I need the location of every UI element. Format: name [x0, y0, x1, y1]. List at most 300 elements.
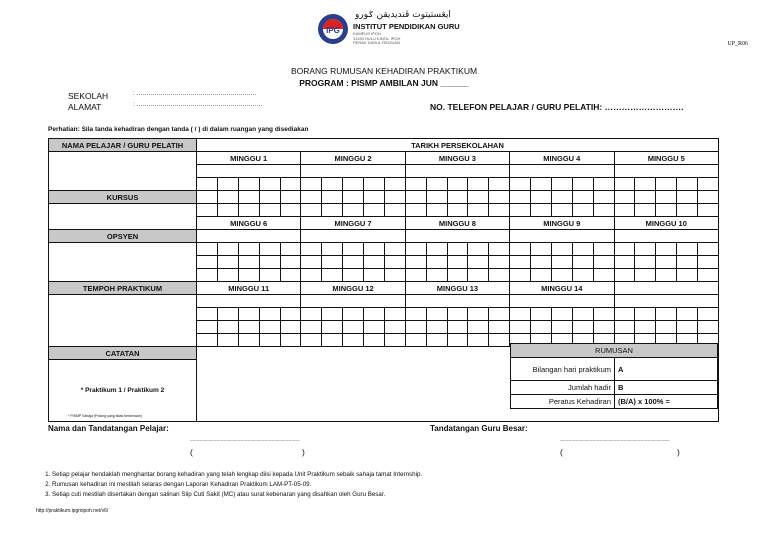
day-checkbox-cell[interactable]: [405, 321, 426, 334]
week-date-cell[interactable]: [614, 295, 719, 308]
day-checkbox-cell[interactable]: [384, 334, 405, 347]
week-date-cell[interactable]: [510, 230, 614, 243]
day-checkbox-cell[interactable]: [259, 191, 280, 204]
day-checkbox-cell[interactable]: [322, 334, 343, 347]
day-checkbox-cell[interactable]: [447, 191, 468, 204]
day-checkbox-cell[interactable]: [531, 256, 552, 269]
day-checkbox-cell[interactable]: [510, 269, 531, 282]
day-checkbox-cell[interactable]: [301, 308, 322, 321]
date-header: TARIKH PERSEKOLAHAN: [197, 139, 719, 152]
document-code: UP_R06: [727, 41, 748, 47]
day-checkbox-cell[interactable]: [343, 321, 364, 334]
bilangan-value[interactable]: A: [615, 358, 718, 381]
day-checkbox-cell[interactable]: [635, 204, 656, 217]
day-checkbox-cell[interactable]: [551, 256, 572, 269]
day-checkbox-cell[interactable]: [698, 204, 719, 217]
svg-text:IPG: IPG: [326, 26, 340, 35]
day-checkbox-cell[interactable]: [259, 321, 280, 334]
day-checkbox-cell[interactable]: [572, 204, 593, 217]
table-row: [49, 191, 719, 204]
week-date-cell[interactable]: [301, 230, 405, 243]
day-checkbox-cell[interactable]: [510, 191, 531, 204]
day-checkbox-cell[interactable]: [259, 178, 280, 191]
day-checkbox-cell[interactable]: [343, 308, 364, 321]
day-checkbox-cell[interactable]: [489, 269, 510, 282]
day-checkbox-cell[interactable]: [217, 321, 238, 334]
day-checkbox-cell[interactable]: [551, 191, 572, 204]
day-checkbox-cell[interactable]: [384, 243, 405, 256]
praktikum-option[interactable]: * Praktikum 1 / Praktikum 2: [49, 360, 197, 422]
day-checkbox-cell[interactable]: [572, 178, 593, 191]
day-checkbox-cell[interactable]: [635, 321, 656, 334]
day-checkbox-cell[interactable]: [322, 256, 343, 269]
day-checkbox-cell[interactable]: [572, 308, 593, 321]
day-checkbox-cell[interactable]: [572, 321, 593, 334]
note-item: 1. Setiap pelajar hendaklah menghantar borang kehadiran yang telah lengkap diisi kepada Unit Praktikum sebaik sahaja tamat Internship.: [52, 470, 752, 480]
day-checkbox-cell[interactable]: [405, 191, 426, 204]
day-checkbox-cell[interactable]: [447, 243, 468, 256]
day-checkbox-cell[interactable]: [635, 243, 656, 256]
table-row: [49, 204, 719, 217]
guru-paren-close: ): [677, 447, 680, 457]
day-checkbox-cell[interactable]: [468, 321, 489, 334]
day-checkbox-cell[interactable]: [593, 204, 614, 217]
day-checkbox-cell[interactable]: [197, 334, 218, 347]
guru-paren-open: (: [560, 447, 563, 457]
opsyen-label: OPSYEN: [49, 230, 197, 243]
day-checkbox-cell[interactable]: [677, 204, 698, 217]
day-checkbox-cell[interactable]: [426, 269, 447, 282]
day-checkbox-cell[interactable]: [656, 178, 677, 191]
day-checkbox-cell[interactable]: [656, 256, 677, 269]
day-checkbox-cell[interactable]: [447, 178, 468, 191]
day-checkbox-cell[interactable]: [405, 256, 426, 269]
day-checkbox-cell[interactable]: [301, 243, 322, 256]
guru-signature-label: Tandatangan Guru Besar:: [430, 424, 528, 433]
logo-address: KAMPUS IPOH 31150 HULU KINTA, IPOH PERAK DARUL RIDZUAN: [353, 31, 401, 46]
day-checkbox-cell[interactable]: [510, 243, 531, 256]
day-checkbox-cell[interactable]: [426, 334, 447, 347]
day-checkbox-cell[interactable]: [405, 204, 426, 217]
day-checkbox-cell[interactable]: [280, 269, 301, 282]
day-checkbox-cell[interactable]: [197, 191, 218, 204]
day-checkbox-cell[interactable]: [593, 308, 614, 321]
day-checkbox-cell[interactable]: [551, 308, 572, 321]
day-checkbox-cell[interactable]: [531, 269, 552, 282]
opsyen-field[interactable]: [49, 243, 197, 282]
day-checkbox-cell[interactable]: [301, 256, 322, 269]
day-checkbox-cell[interactable]: [489, 256, 510, 269]
day-checkbox-cell[interactable]: [635, 191, 656, 204]
day-checkbox-cell[interactable]: [510, 256, 531, 269]
pelajar-paren-close: ): [302, 447, 305, 457]
day-checkbox-cell[interactable]: [447, 334, 468, 347]
day-checkbox-cell[interactable]: [531, 191, 552, 204]
day-checkbox-cell[interactable]: [280, 334, 301, 347]
day-checkbox-cell[interactable]: [364, 191, 385, 204]
day-checkbox-cell[interactable]: [656, 204, 677, 217]
day-checkbox-cell[interactable]: [489, 191, 510, 204]
week-label: MINGGU 4: [510, 152, 614, 165]
day-checkbox-cell[interactable]: [468, 204, 489, 217]
day-checkbox-cell[interactable]: [468, 308, 489, 321]
day-checkbox-cell[interactable]: [343, 204, 364, 217]
week-label: MINGGU 12: [301, 282, 405, 295]
day-checkbox-cell[interactable]: [635, 308, 656, 321]
day-checkbox-cell[interactable]: [217, 256, 238, 269]
day-checkbox-cell[interactable]: [259, 204, 280, 217]
day-checkbox-cell[interactable]: [301, 178, 322, 191]
day-checkbox-cell[interactable]: [468, 243, 489, 256]
day-checkbox-cell[interactable]: [698, 191, 719, 204]
day-checkbox-cell[interactable]: [238, 256, 259, 269]
day-checkbox-cell[interactable]: [238, 308, 259, 321]
day-checkbox-cell[interactable]: [531, 178, 552, 191]
day-checkbox-cell[interactable]: [343, 178, 364, 191]
kursus-field[interactable]: [49, 204, 197, 230]
day-checkbox-cell[interactable]: [364, 321, 385, 334]
program-line: PROGRAM : PISMP AMBILAN JUN ______: [299, 78, 469, 88]
day-checkbox-cell[interactable]: [301, 334, 322, 347]
day-checkbox-cell[interactable]: [468, 334, 489, 347]
day-checkbox-cell[interactable]: [489, 321, 510, 334]
day-checkbox-cell[interactable]: [322, 178, 343, 191]
day-checkbox-cell[interactable]: [656, 269, 677, 282]
day-checkbox-cell[interactable]: [426, 256, 447, 269]
day-checkbox-cell[interactable]: [489, 334, 510, 347]
day-checkbox-cell[interactable]: [364, 334, 385, 347]
day-checkbox-cell[interactable]: [280, 178, 301, 191]
day-checkbox-cell[interactable]: [531, 204, 552, 217]
day-checkbox-cell[interactable]: [280, 308, 301, 321]
day-checkbox-cell[interactable]: [322, 243, 343, 256]
day-checkbox-cell[interactable]: [259, 243, 280, 256]
day-checkbox-cell[interactable]: [322, 308, 343, 321]
peratus-label: Peratus Kehadiran: [511, 395, 615, 409]
guru-signature-line[interactable]: ……………………………………………….: [560, 437, 670, 443]
day-checkbox-cell[interactable]: [698, 308, 719, 321]
day-checkbox-cell[interactable]: [197, 269, 218, 282]
week-label: MINGGU 7: [301, 217, 405, 230]
day-checkbox-cell[interactable]: [364, 178, 385, 191]
pelajar-signature-line[interactable]: ……………………………………………….: [190, 437, 300, 443]
day-checkbox-cell[interactable]: [384, 256, 405, 269]
week-date-cell[interactable]: [510, 295, 614, 308]
day-checkbox-cell[interactable]: [301, 321, 322, 334]
summary-title: RUMUSAN: [511, 344, 718, 358]
day-checkbox-cell[interactable]: [572, 191, 593, 204]
day-checkbox-cell[interactable]: [447, 204, 468, 217]
day-checkbox-cell[interactable]: [280, 243, 301, 256]
notes-list: [30, 470, 752, 500]
note-item: 3. Setiap cuti mestilah disertakan dengan salinan Slip Cuti Sakit (MC) atau surat kebenaran yang disahkan oleh Guru Besar.: [52, 490, 752, 500]
day-checkbox-cell[interactable]: [593, 178, 614, 191]
day-checkbox-cell[interactable]: [364, 308, 385, 321]
day-checkbox-cell[interactable]: [217, 204, 238, 217]
day-checkbox-cell[interactable]: [426, 243, 447, 256]
day-checkbox-cell[interactable]: [426, 321, 447, 334]
week-label: MINGGU 6: [197, 217, 301, 230]
day-checkbox-cell[interactable]: [593, 243, 614, 256]
day-checkbox-cell[interactable]: [426, 178, 447, 191]
name-header: NAMA PELAJAR / GURU PELATIH: [49, 139, 197, 152]
day-checkbox-cell[interactable]: [656, 308, 677, 321]
week-date-cell[interactable]: [301, 295, 405, 308]
day-checkbox-cell[interactable]: [343, 269, 364, 282]
day-checkbox-cell[interactable]: [280, 256, 301, 269]
week-date-cell[interactable]: [197, 295, 301, 308]
logo-jawi-text: ايڠستيتوت ڤنديديقن ݢورو: [355, 10, 451, 20]
day-checkbox-cell[interactable]: [614, 178, 635, 191]
day-checkbox-cell[interactable]: [405, 334, 426, 347]
week-label: [614, 282, 719, 295]
week-label: MINGGU 3: [405, 152, 509, 165]
instruction-text: Perhatian: Sila tanda kehadiran dengan tanda ( / ) di dalam ruangan yang disediakan: [48, 126, 309, 133]
jumlah-value[interactable]: B: [615, 381, 718, 395]
day-checkbox-cell[interactable]: [447, 321, 468, 334]
day-checkbox-cell[interactable]: [489, 243, 510, 256]
day-checkbox-cell[interactable]: [217, 178, 238, 191]
day-checkbox-cell[interactable]: [238, 321, 259, 334]
week-date-cell[interactable]: [510, 165, 614, 178]
day-checkbox-cell[interactable]: [677, 269, 698, 282]
week-date-cell[interactable]: [614, 165, 719, 178]
bilangan-label: Bilangan hari praktikum: [511, 358, 615, 381]
day-checkbox-cell[interactable]: [217, 334, 238, 347]
day-checkbox-cell[interactable]: [677, 191, 698, 204]
day-checkbox-cell[interactable]: [677, 321, 698, 334]
kursus-label: KURSUS: [49, 191, 197, 204]
week-label: MINGGU 1: [197, 152, 301, 165]
day-checkbox-cell[interactable]: [510, 204, 531, 217]
week-label: MINGGU 14: [510, 282, 614, 295]
day-checkbox-cell[interactable]: [468, 256, 489, 269]
day-checkbox-cell[interactable]: [238, 178, 259, 191]
day-checkbox-cell[interactable]: [551, 243, 572, 256]
day-checkbox-cell[interactable]: [698, 256, 719, 269]
catatan-label: CATATAN: [49, 347, 197, 360]
day-checkbox-cell[interactable]: [614, 321, 635, 334]
day-checkbox-cell[interactable]: [322, 269, 343, 282]
alamat-label: ALAMAT: [68, 102, 102, 112]
day-checkbox-cell[interactable]: [405, 178, 426, 191]
day-checkbox-cell[interactable]: [238, 243, 259, 256]
day-checkbox-cell[interactable]: [384, 269, 405, 282]
table-row: [49, 139, 719, 152]
day-checkbox-cell[interactable]: [343, 256, 364, 269]
day-checkbox-cell[interactable]: [531, 243, 552, 256]
day-checkbox-cell[interactable]: [217, 308, 238, 321]
day-checkbox-cell[interactable]: [572, 269, 593, 282]
telefon-field[interactable]: NO. TELEFON PELAJAR / GURU PELATIH: ……………………….: [430, 102, 684, 112]
week-date-cell[interactable]: [405, 295, 509, 308]
day-checkbox-cell[interactable]: [656, 243, 677, 256]
day-checkbox-cell[interactable]: [197, 204, 218, 217]
week-label: MINGGU 10: [614, 217, 719, 230]
ipg-emblem-icon: [315, 12, 351, 46]
footnote: * PISMP Sahaja (Potong yang tidak berkenaan): [68, 414, 142, 418]
day-checkbox-cell[interactable]: [280, 204, 301, 217]
day-checkbox-cell[interactable]: [510, 308, 531, 321]
day-checkbox-cell[interactable]: [405, 308, 426, 321]
day-checkbox-cell[interactable]: [447, 308, 468, 321]
day-checkbox-cell[interactable]: [635, 256, 656, 269]
day-checkbox-cell[interactable]: [656, 191, 677, 204]
day-checkbox-cell[interactable]: [364, 204, 385, 217]
sekolah-field[interactable]: : ……………………………………………………: [133, 91, 257, 97]
table-row: [49, 243, 719, 256]
day-checkbox-cell[interactable]: [280, 321, 301, 334]
tempoh-field[interactable]: [49, 295, 197, 347]
week-label: MINGGU 9: [510, 217, 614, 230]
tempoh-label: TEMPOH PRAKTIKUM: [49, 282, 197, 295]
pelajar-signature-label: Nama dan Tandatangan Pelajar:: [48, 424, 169, 433]
day-checkbox-cell[interactable]: [238, 334, 259, 347]
day-checkbox-cell[interactable]: [614, 204, 635, 217]
day-checkbox-cell[interactable]: [677, 243, 698, 256]
day-checkbox-cell[interactable]: [489, 178, 510, 191]
day-checkbox-cell[interactable]: [426, 204, 447, 217]
day-checkbox-cell[interactable]: [259, 256, 280, 269]
week-date-cell[interactable]: [405, 230, 509, 243]
week-date-cell[interactable]: [197, 230, 301, 243]
week-date-cell[interactable]: [197, 165, 301, 178]
day-checkbox-cell[interactable]: [510, 178, 531, 191]
day-checkbox-cell[interactable]: [384, 178, 405, 191]
day-checkbox-cell[interactable]: [217, 243, 238, 256]
day-checkbox-cell[interactable]: [364, 256, 385, 269]
day-checkbox-cell[interactable]: [572, 256, 593, 269]
day-checkbox-cell[interactable]: [197, 243, 218, 256]
day-checkbox-cell[interactable]: [698, 321, 719, 334]
table-row: [49, 152, 719, 165]
note-item: 2. Rumusan kehadiran ini mestilah selaras dengan Laporan Kehadiran Praktikum LAM-PT-05-09.: [52, 480, 752, 490]
week-label: MINGGU 5: [614, 152, 719, 165]
form-title: BORANG RUMUSAN KEHADIRAN PRAKTIKUM: [290, 66, 478, 76]
table-row: [49, 295, 719, 308]
day-checkbox-cell[interactable]: [343, 191, 364, 204]
footer-url: http://praktikum.ipgmipoh.net/v6/: [36, 508, 109, 514]
day-checkbox-cell[interactable]: [280, 191, 301, 204]
day-checkbox-cell[interactable]: [384, 204, 405, 217]
day-checkbox-cell[interactable]: [614, 243, 635, 256]
day-checkbox-cell[interactable]: [593, 321, 614, 334]
week-label: MINGGU 2: [301, 152, 405, 165]
peratus-value[interactable]: (B/A) x 100% =: [615, 395, 718, 409]
day-checkbox-cell[interactable]: [259, 308, 280, 321]
day-checkbox-cell[interactable]: [259, 269, 280, 282]
day-checkbox-cell[interactable]: [635, 178, 656, 191]
alamat-field[interactable]: : ………………………………………………………: [133, 102, 263, 108]
week-date-cell[interactable]: [614, 230, 719, 243]
day-checkbox-cell[interactable]: [593, 269, 614, 282]
day-checkbox-cell[interactable]: [238, 269, 259, 282]
table-row: [49, 282, 719, 295]
day-checkbox-cell[interactable]: [614, 191, 635, 204]
day-checkbox-cell[interactable]: [238, 191, 259, 204]
day-checkbox-cell[interactable]: [217, 269, 238, 282]
day-checkbox-cell[interactable]: [551, 321, 572, 334]
day-checkbox-cell[interactable]: [238, 204, 259, 217]
institute-logo: [315, 10, 475, 50]
week-label: MINGGU 13: [405, 282, 509, 295]
day-checkbox-cell[interactable]: [614, 256, 635, 269]
day-checkbox-cell[interactable]: [677, 308, 698, 321]
day-checkbox-cell[interactable]: [531, 321, 552, 334]
jumlah-label: Jumlah hadir: [511, 381, 615, 395]
day-checkbox-cell[interactable]: [322, 321, 343, 334]
day-checkbox-cell[interactable]: [447, 269, 468, 282]
day-checkbox-cell[interactable]: [197, 256, 218, 269]
day-checkbox-cell[interactable]: [384, 308, 405, 321]
day-checkbox-cell[interactable]: [551, 204, 572, 217]
day-checkbox-cell[interactable]: [531, 308, 552, 321]
day-checkbox-cell[interactable]: [447, 256, 468, 269]
day-checkbox-cell[interactable]: [635, 269, 656, 282]
day-checkbox-cell[interactable]: [614, 308, 635, 321]
day-checkbox-cell[interactable]: [656, 321, 677, 334]
day-checkbox-cell[interactable]: [489, 308, 510, 321]
day-checkbox-cell[interactable]: [468, 178, 489, 191]
day-checkbox-cell[interactable]: [572, 243, 593, 256]
day-checkbox-cell[interactable]: [698, 243, 719, 256]
sekolah-label: SEKOLAH: [68, 91, 109, 101]
day-checkbox-cell[interactable]: [301, 191, 322, 204]
day-checkbox-cell[interactable]: [343, 243, 364, 256]
week-date-cell[interactable]: [301, 165, 405, 178]
summary-table: [510, 343, 718, 409]
week-date-cell[interactable]: [405, 165, 509, 178]
day-checkbox-cell[interactable]: [301, 204, 322, 217]
day-checkbox-cell[interactable]: [364, 243, 385, 256]
day-checkbox-cell[interactable]: [343, 334, 364, 347]
day-checkbox-cell[interactable]: [322, 204, 343, 217]
day-checkbox-cell[interactable]: [405, 269, 426, 282]
day-checkbox-cell[interactable]: [384, 321, 405, 334]
day-checkbox-cell[interactable]: [510, 321, 531, 334]
day-checkbox-cell[interactable]: [405, 243, 426, 256]
day-checkbox-cell[interactable]: [551, 178, 572, 191]
day-checkbox-cell[interactable]: [468, 269, 489, 282]
day-checkbox-cell[interactable]: [593, 191, 614, 204]
day-checkbox-cell[interactable]: [698, 178, 719, 191]
day-checkbox-cell[interactable]: [197, 178, 218, 191]
day-checkbox-cell[interactable]: [384, 191, 405, 204]
day-checkbox-cell[interactable]: [301, 269, 322, 282]
student-name-field[interactable]: [49, 152, 197, 191]
day-checkbox-cell[interactable]: [698, 269, 719, 282]
day-checkbox-cell[interactable]: [489, 204, 510, 217]
day-checkbox-cell[interactable]: [677, 256, 698, 269]
day-checkbox-cell[interactable]: [217, 191, 238, 204]
day-checkbox-cell[interactable]: [197, 321, 218, 334]
day-checkbox-cell[interactable]: [322, 191, 343, 204]
week-label: MINGGU 8: [405, 217, 509, 230]
day-checkbox-cell[interactable]: [426, 308, 447, 321]
day-checkbox-cell[interactable]: [677, 178, 698, 191]
day-checkbox-cell[interactable]: [468, 191, 489, 204]
day-checkbox-cell[interactable]: [364, 269, 385, 282]
pelajar-paren-open: (: [190, 447, 193, 457]
day-checkbox-cell[interactable]: [426, 191, 447, 204]
logo-name: INSTITUT PENDIDIKAN GURU: [353, 22, 460, 31]
day-checkbox-cell[interactable]: [593, 256, 614, 269]
day-checkbox-cell[interactable]: [614, 269, 635, 282]
week-label: MINGGU 11: [197, 282, 301, 295]
day-checkbox-cell[interactable]: [197, 308, 218, 321]
day-checkbox-cell[interactable]: [259, 334, 280, 347]
day-checkbox-cell[interactable]: [551, 269, 572, 282]
